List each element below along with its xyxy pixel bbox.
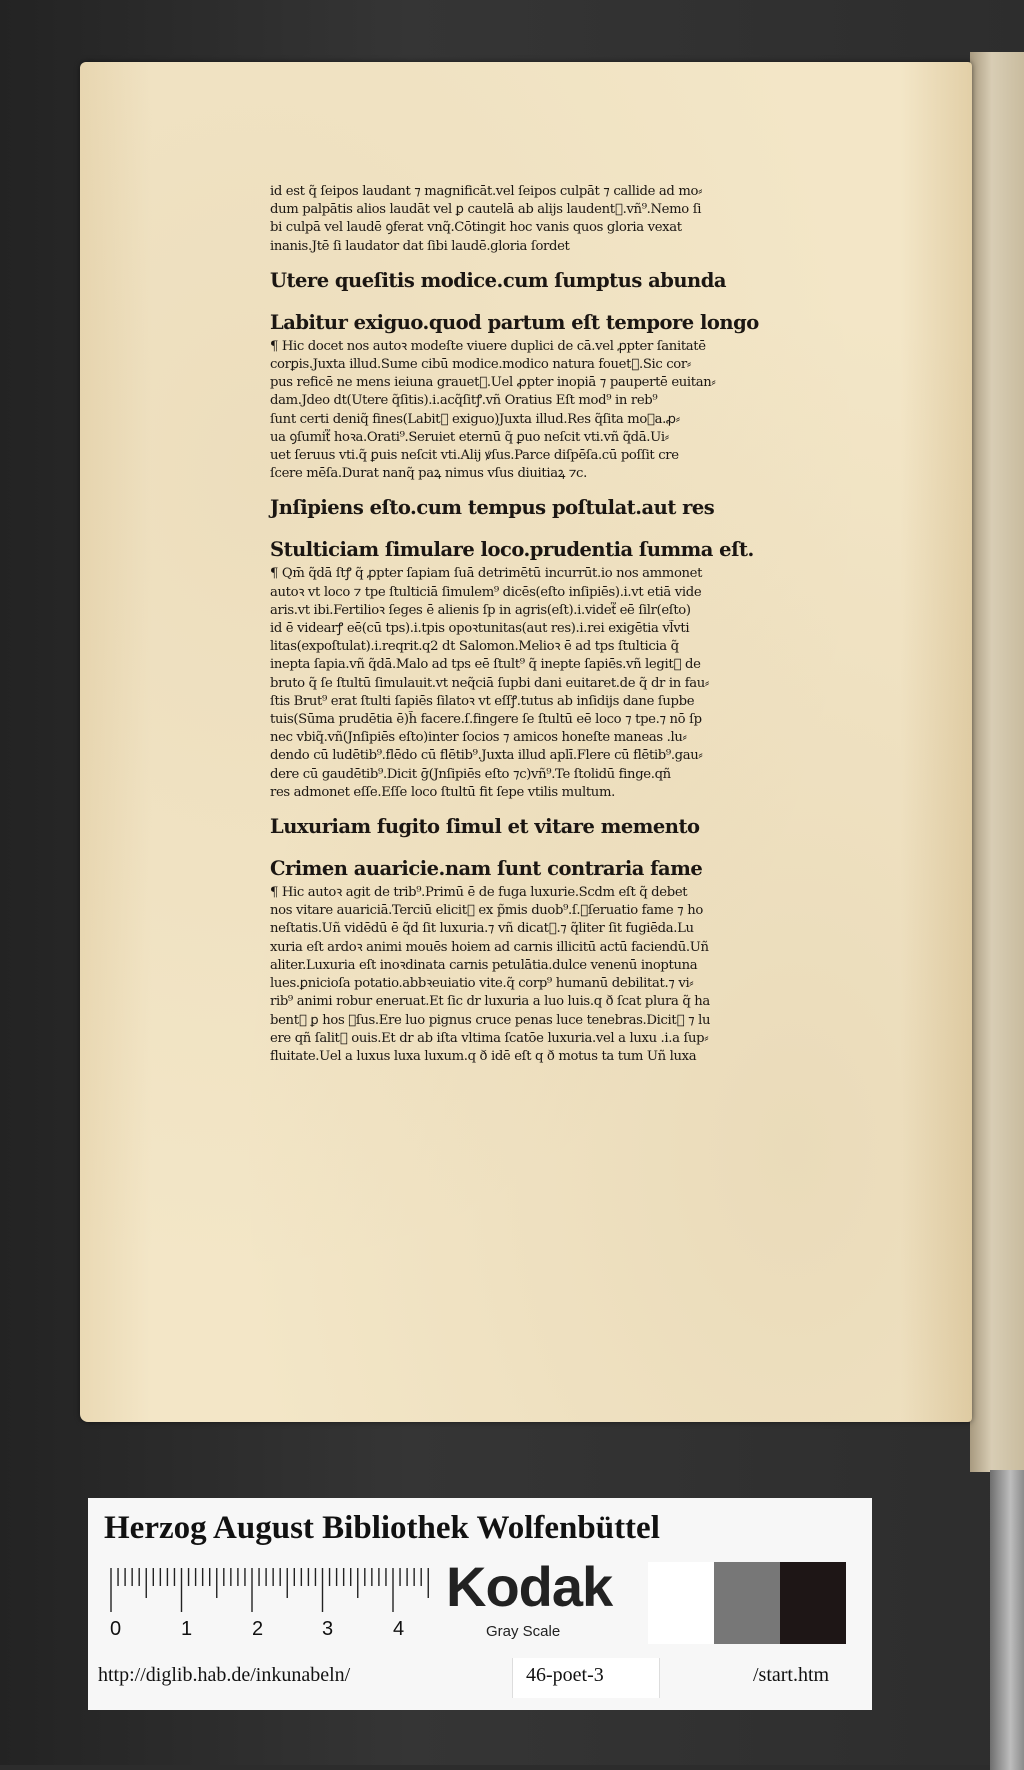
- text-line: aris.vt ibi.Fertilioꝛ ſeges ē alienis ſp in agris(eſt).i.videt᷑ eē ſilr(eſto): [270, 602, 691, 618]
- verse-line: Jnſipiens eſto.cum tempus poſtulat.aut res: [270, 496, 715, 520]
- verse-3: [270, 812, 902, 884]
- text-line: id est q̃ ſeipos laudant ⁊ magnificāt.vel ſeipos culpāt ⁊ callide ad mo⸗: [270, 184, 703, 199]
- text-line: autoꝛ vt loco ⁊ tpe ſtulticiā ſimulem⁹ dicēs(eſto inſipiēs).i.vt etiā vide: [270, 584, 702, 600]
- text-line: litas(expoſtulat).i.reqrit.q2 dt Salomon.Melioꝛ ē ad tps ſtulticia q̃: [270, 639, 679, 655]
- text-line: corꝑis.Juxta illud.Sume cibū modice.modico natura fouet᷑.Sic cor⸗: [270, 357, 691, 373]
- text-block: [270, 183, 902, 1066]
- text-line: inepta ſapia.vñ q̃dā.Malo ad tps eē ſtult⁹ q̃ inepte ſapiēs.vñ legit᷑ de: [270, 657, 701, 673]
- commentary-2: [270, 338, 902, 484]
- url-suffix: /start.htm: [753, 1664, 830, 1686]
- facing-page-edge: [970, 52, 1024, 1472]
- text-line: ¶ Hic autoꝛ agit de trib⁹.Primū ē de fuga luxurie.Scdm eſt q̃ debet: [270, 885, 688, 901]
- text-line: ſcere mēſa.Durat nanq̃ paꝝ nimus vſus diuitiaꝝ ⁊c.: [270, 466, 587, 482]
- verse-line: Luxuriam fugito ſimul et vitare memento: [270, 815, 700, 839]
- text-line: ere qñ ſalit᷑ ouis.Et dr ab iſta vltima ſcatōe luxuria.vel a luxu .i.a ſup⸗: [270, 1030, 709, 1046]
- text-line: tuis(Sūma prudētia ē)h̃ facere.ſ.fingere ſe ſtultū eē loco ⁊ tpe.⁊ nō ſp: [270, 712, 702, 728]
- verse-1: [270, 266, 902, 338]
- commentary-4: [270, 884, 902, 1066]
- commentary-3: [270, 565, 902, 802]
- color-target: [88, 1498, 872, 1710]
- url-id: 46-poet-3: [526, 1664, 604, 1686]
- text-line: nec vbiq̃.vñ(Jnſipiēs eſto)inter ſocios ⁊ amicos honeſte maneas .lu⸗: [270, 730, 687, 746]
- text-line: uet ſeruus vti.q̃ ꝑuis neſcit vti.Alij ꝟſus.Parce diſpēſa.cū poſſit cre: [270, 448, 679, 464]
- ruler-numbers: [110, 1618, 430, 1644]
- ruler-number: 4: [393, 1618, 405, 1640]
- text-line: id ē videarꝭ eē(cū tps).i.tpis opoꝛtunitas(aut res).i.rei exigētia vl̃vti: [270, 621, 690, 637]
- gray-scale-label: Gray Scale: [486, 1623, 561, 1640]
- institution-title: Herzog August Bibliothek Wolfenbüttel: [104, 1510, 660, 1546]
- text-line: dere cū gaudētib⁹.Dicit ḡ(Jnſipiēs eſto ⁊c)vñ⁹.Te ſtolidū finge.qñ: [270, 766, 671, 782]
- text-line: dendo cū ludētib⁹.flēdo cū flētib⁹.Juxta illud aplī.Flere cū flētib⁹.gau⸗: [270, 748, 703, 764]
- gray-patch-white: [648, 1562, 714, 1644]
- text-line: res admonet eſſe.Eſſe loco ſtultū fit ſepe vtilis multum.: [270, 784, 615, 800]
- text-line: ſtis Brut⁹ erat ſtulti ſapiēs ſilatoꝛ vt eſſꝭ.tutus ab inſidijs dane ſupbe: [270, 693, 695, 709]
- text-line: fluitate.Uel a luxus luxa luxum.q ð idē eſt q ð motus ta tum Uñ luxa: [270, 1048, 697, 1064]
- url-prefix: http://diglib.hab.de/inkunabeln/: [98, 1664, 351, 1686]
- text-line: neſtatis.Uñ vidēdū ē q̃d ſit luxuria.⁊ vñ dicat᷑.⁊ q̃liter ſit fugiēda.Lu: [270, 921, 694, 937]
- text-line: bruto q̃ ſe ſtultū ſimulauit.vt neq̃ciā ſupbi dani euitaret.de q̃ dr in fau⸗: [270, 675, 709, 691]
- text-line: bent᷑ ꝑ hos ꝟſus.Ere luo pignus cruce penas luce tenebras.Dicit᷑ ⁊ lu: [270, 1012, 711, 1028]
- text-line: lues.ꝑnicioſa potatio.abbꝛeuiatio vite.q̃ corp⁹ humanū debilitat.⁊ vi⸗: [270, 976, 694, 992]
- text-line: bi culpā vel laudē ꝯferat vnq̃.Cōtingit hoc vanis quos gloria vexat: [270, 220, 682, 236]
- ruler-ticks: [110, 1568, 430, 1612]
- text-line: ua ꝯſumit᷑ hoꝛa.Orati⁹.Seruiet eternū q̃ ꝑuo neſcit vti.vñ q̃dā.Ui⸗: [270, 429, 669, 445]
- text-line: rib⁹ animi robur eneruat.Et ſic dr luxuria a luo luis.q ð ſcat plura q̃ ha: [270, 994, 710, 1010]
- text-line: nos vitare auariciā.Terciū elicit᷑ ex p̃mis duob⁹.ſ.ꝯſeruatio fame ⁊ ho: [270, 903, 703, 919]
- text-line: ſunt certi deniq̃ fines(Labit᷑ exiguo)Juxta illud.Res q̃ſita moꝛa.ꝓ⸗: [270, 411, 680, 427]
- text-line: xuria eſt ardoꝛ animi mouēs hoiem ad carnis illicitū actū faciendū.Uñ: [270, 939, 709, 955]
- gray-patch-mid: [714, 1562, 780, 1644]
- ruler-number: 2: [252, 1618, 264, 1640]
- facing-ruler-edge: [990, 1470, 1024, 1770]
- text-line: inanis.Jtē ſi laudator dat ſibi laudē.gloria ſordet: [270, 238, 570, 254]
- gray-patch-black: [780, 1562, 846, 1644]
- verse-line: Crimen auaricie.nam ſunt contraria fame: [270, 857, 703, 881]
- text-line: pus reficē ne mens ieiuna grauet᷑.Uel ꝓpter inopiā ⁊ paupertē euitan⸗: [270, 375, 716, 391]
- verse-line: Utere queſitis modice.cum ſumptus abunda: [270, 268, 726, 292]
- text-line: ¶ Hic docet nos autoꝛ modeſte viuere duplici de cā.vel ꝓpter ſanitatē: [270, 338, 706, 354]
- commentary-1: [270, 183, 902, 256]
- verse-2: [270, 493, 902, 565]
- text-line: aliter.Luxuria eſt inoꝛdinata carnis petulātia.dulce venenū inoptuna: [270, 957, 698, 973]
- text-line: dum palpātis alios laudāt vel ꝑ cautelā ab alijs laudent᷑.vñ⁹.Nemo ſi: [270, 202, 702, 218]
- text-line: ¶ Qm̄ q̃dā ſtꝭ q̃ ꝓpter ſapiam ſuā detrimētū incurrūt.io nos ammonet: [270, 566, 703, 582]
- ruler-number: 1: [181, 1618, 193, 1640]
- verse-line: Labitur exiguo.quod partum eſt tempore longo: [270, 310, 759, 334]
- ruler-number: 0: [110, 1618, 122, 1640]
- text-line: dam.Jdeo dt(Utere q̃ſitis).i.acq̃ſitꝭ.vñ Oratius Eſt mod⁹ in reb⁹: [270, 393, 658, 409]
- kodak-logo: Kodak: [446, 1555, 613, 1618]
- verse-line: Stulticiam ſimulare loco.prudentia ſumma eſt.: [270, 538, 754, 562]
- ruler-number: 3: [322, 1618, 334, 1640]
